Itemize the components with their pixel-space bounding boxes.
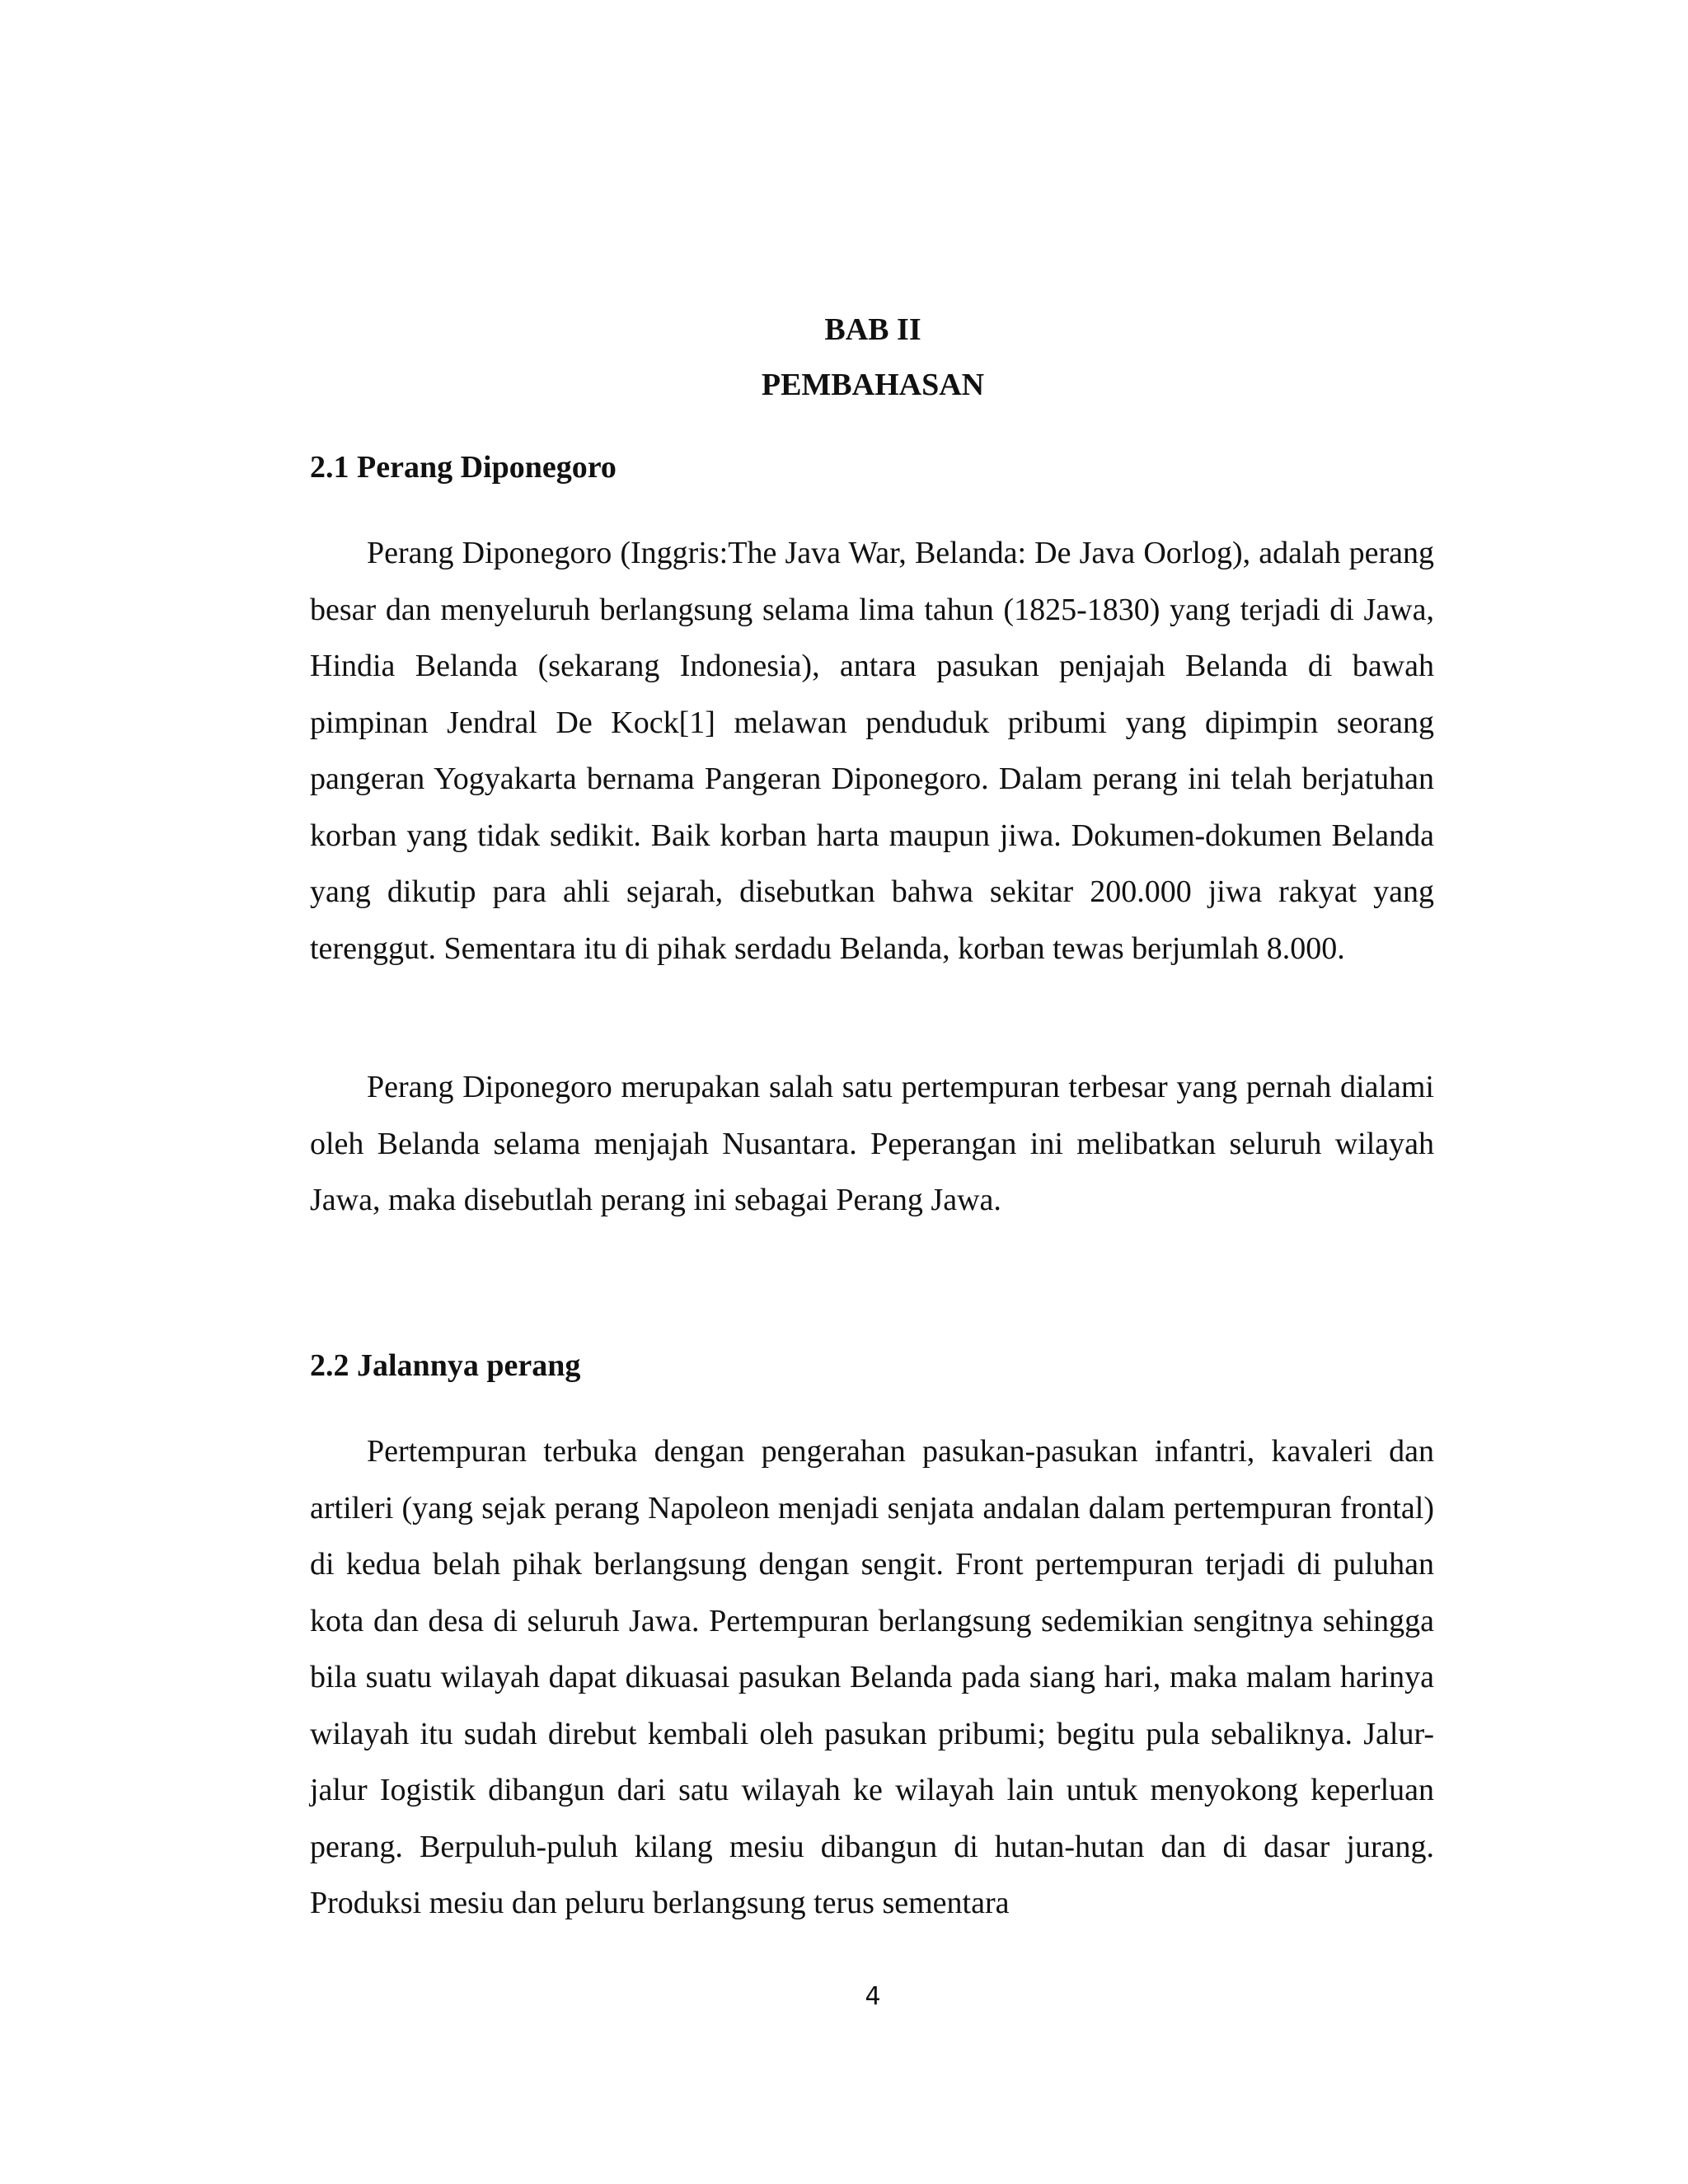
- page-number: 4: [865, 1982, 881, 2011]
- paragraph-2-1-1: Perang Diponegoro (Inggris:The Java War, Belanda: De Java Oorlog), adalah perang besar dan menyeluruh berlangsung selama lima tahun (1825-1830) yang terjadi di Jawa, Hindia Belanda (sekarang Indonesia), antara pasukan penjajah Belanda di bawah pimpinan Jendral De Kock[1] melawan penduduk pribumi yang dipimpin seorang pangeran Yogyakarta bernama Pangeran Diponegoro. Dalam perang ini telah berjatuhan korban yang tidak sedikit. Baik korban harta maupun jiwa. Dokumen-dokumen Belanda yang dikutip para ahli sejarah, disebutkan bahwa sekitar 200.000 jiwa rakyat yang terenggut. Sementara itu di pihak serdadu Belanda, korban tewas berjumlah 8.000.: [310, 536, 1434, 966]
- chapter-number: BAB II: [824, 312, 921, 347]
- paragraph-2-2-1: Pertempuran terbuka dengan pengerahan pasukan-pasukan infantri, kavaleri dan artileri (yang sejak perang Napoleon menjadi senjata andalan dalam pertempuran frontal) di kedua belah pihak berlangsung dengan sengit. Front pertempuran terjadi di puluhan kota dan desa di seluruh Jawa. Pertempuran berlangsung sedemikian sengitnya sehingga bila suatu wilayah dapat dikuasai pasukan Belanda pada siang hari, maka malam harinya wilayah itu sudah direbut kembali oleh pasukan pribumi; begitu pula sebaliknya. Jalur-jalur Iogistik dibangun dari satu wilayah ke wilayah lain untuk menyokong keperluan perang. Berpuluh-puluh kilang mesiu dibangun di hutan-hutan dan di dasar jurang. Produksi mesiu dan peluru berlangsung terus sementara: [310, 1434, 1434, 1920]
- chapter-title: PEMBAHASAN: [761, 368, 985, 402]
- paragraph-2-1-2: Perang Diponegoro merupakan salah satu pertempuran terbesar yang pernah dialami oleh Belanda selama menjajah Nusantara. Peperangan ini melibatkan seluruh wilayah Jawa, maka disebutlah perang ini sebagai Perang Jawa.: [310, 1070, 1434, 1217]
- section-heading-2-2: 2.2 Jalannya perang: [310, 1348, 581, 1383]
- section-heading-2-1: 2.1 Perang Diponegoro: [310, 450, 617, 485]
